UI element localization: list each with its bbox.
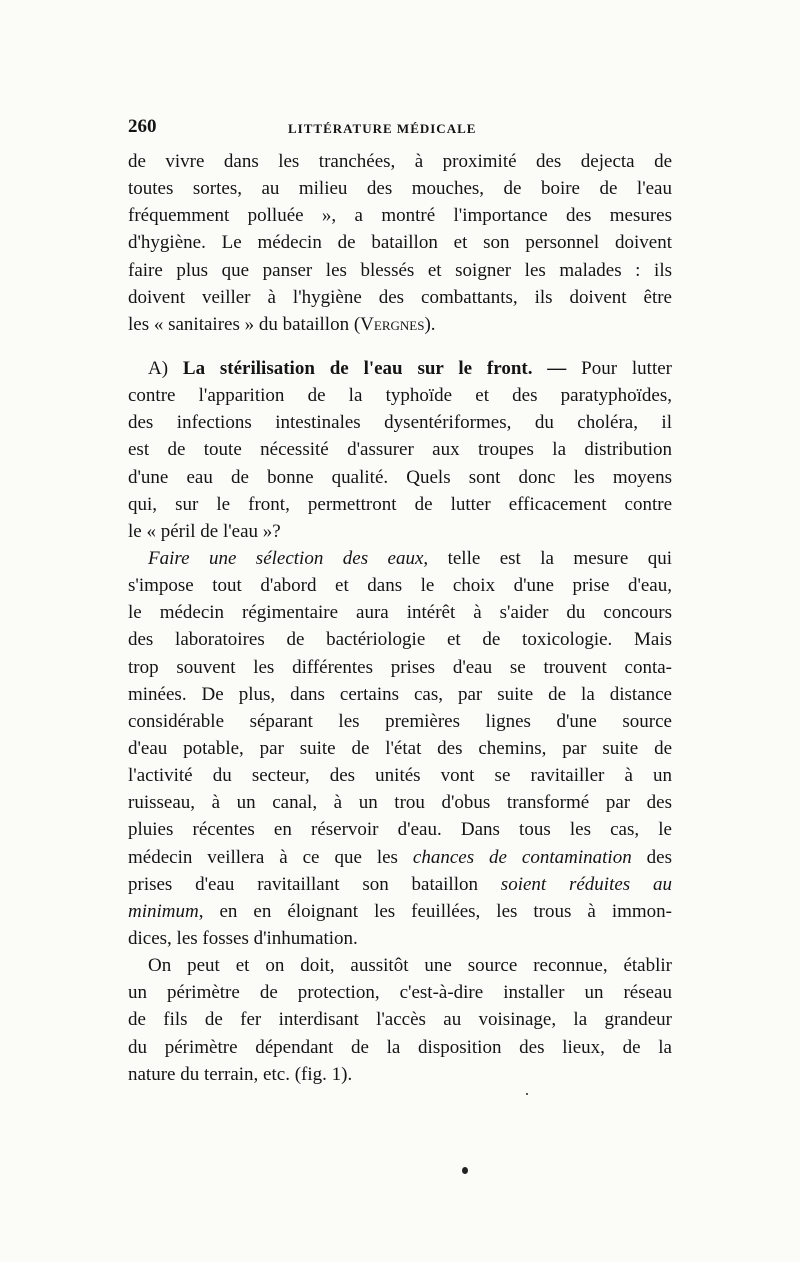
text-line: ruisseau, à un canal, à un trou d'obus transformé par des (128, 792, 672, 814)
text-line: minées. De plus, dans certains cas, par suite de la distance (128, 683, 672, 705)
text-line: nature du terrain, etc. (fig. 1). (128, 1063, 353, 1085)
paragraph-1 (128, 148, 672, 338)
paragraph-2 (128, 355, 672, 545)
page-header (128, 116, 672, 142)
paragraph-3 (128, 545, 672, 952)
text-line: un périmètre de protection, c'est-à-dire installer un réseau (128, 982, 672, 1004)
running-title: LITTÉRATURE MÉDICALE (288, 121, 477, 136)
text-line: de fils de fer interdisant l'accès au voisinage, la grandeur (128, 1009, 672, 1031)
text-line: des infections intestinales dysentériformes, du choléra, il (128, 412, 672, 434)
text-line: s'impose tout d'abord et dans le choix d'une prise d'eau, (128, 575, 672, 597)
text-line: d'une eau de bonne qualité. Quels sont donc les moyens (128, 466, 672, 488)
body-text (128, 148, 672, 1088)
text-line: dices, les fosses d'inhumation. (128, 927, 358, 949)
text-line: prises d'eau ravitaillant son bataillon soient réduites au (128, 873, 672, 895)
text-line: les « sanitaires » du bataillon (Vergnes). (128, 313, 436, 335)
text-line: d'eau potable, par suite de l'état des chemins, par suite de (128, 737, 672, 759)
text-line: doivent veiller à l'hygiène des combattants, ils doivent être (128, 286, 672, 308)
text-line: d'hygiène. Le médecin de bataillon et son personnel doivent (128, 232, 672, 254)
text-line: pluies récentes en réservoir d'eau. Dans tous les cas, le (128, 819, 672, 841)
paragraph-4 (128, 952, 672, 1088)
text-line: du périmètre dépendant de la disposition des lieux, de la (128, 1036, 672, 1058)
text-line: fréquemment polluée », a montré l'importance des mesures (128, 205, 672, 227)
emphasis: chances de contamination (412, 846, 632, 868)
ink-speck (526, 1093, 528, 1095)
text-line: toutes sortes, au milieu des mouches, de boire de l'eau (128, 178, 672, 200)
text-line: des laboratoires de bactériologie et de toxicologie. Mais (128, 629, 672, 651)
ink-speck (462, 1167, 468, 1174)
text-line: de vivre dans les tranchées, à proximité des dejecta de (128, 151, 672, 172)
emphasis: minimum (128, 900, 199, 922)
author-name: Vergnes (360, 313, 425, 335)
text-line: On peut et on doit, aussitôt une source reconnue, établir (148, 955, 672, 977)
text-line: l'activité du secteur, des unités vont se ravitailler à un (128, 765, 672, 787)
page-number: 260 (128, 116, 157, 137)
text-line: médecin veillera à ce que les chances de contamination des (128, 846, 672, 868)
section-heading-line: A) La stérilisation de l'eau sur le front. — Pour lutter (148, 357, 672, 379)
text-line: faire plus que panser les blessés et soigner les malades : ils (128, 259, 672, 281)
text-line: Faire une sélection des eaux, telle est la mesure qui (148, 547, 672, 569)
text-line: est de toute nécessité d'assurer aux troupes la distribution (128, 439, 672, 461)
emphasis: soient réduites au (500, 873, 672, 895)
text-line: qui, sur le front, permettront de lutter efficacement contre (128, 493, 672, 515)
emphasis: Faire une sélection des eaux (148, 547, 424, 569)
text-line: trop souvent les différentes prises d'eau se trouvent conta- (128, 656, 672, 678)
section-heading: La stérilisation de l'eau sur le front. — (182, 357, 567, 379)
text-line: considérable séparant les premières lignes d'une source (128, 710, 672, 732)
text-line: contre l'apparition de la typhoïde et des paratyphoïdes, (128, 385, 672, 407)
text-line: minimum, en en éloignant les feuillées, les trous à immon- (128, 900, 672, 922)
text-line: le « péril de l'eau »? (128, 520, 281, 542)
text-line: le médecin régimentaire aura intérêt à s'aider du concours (128, 602, 672, 624)
